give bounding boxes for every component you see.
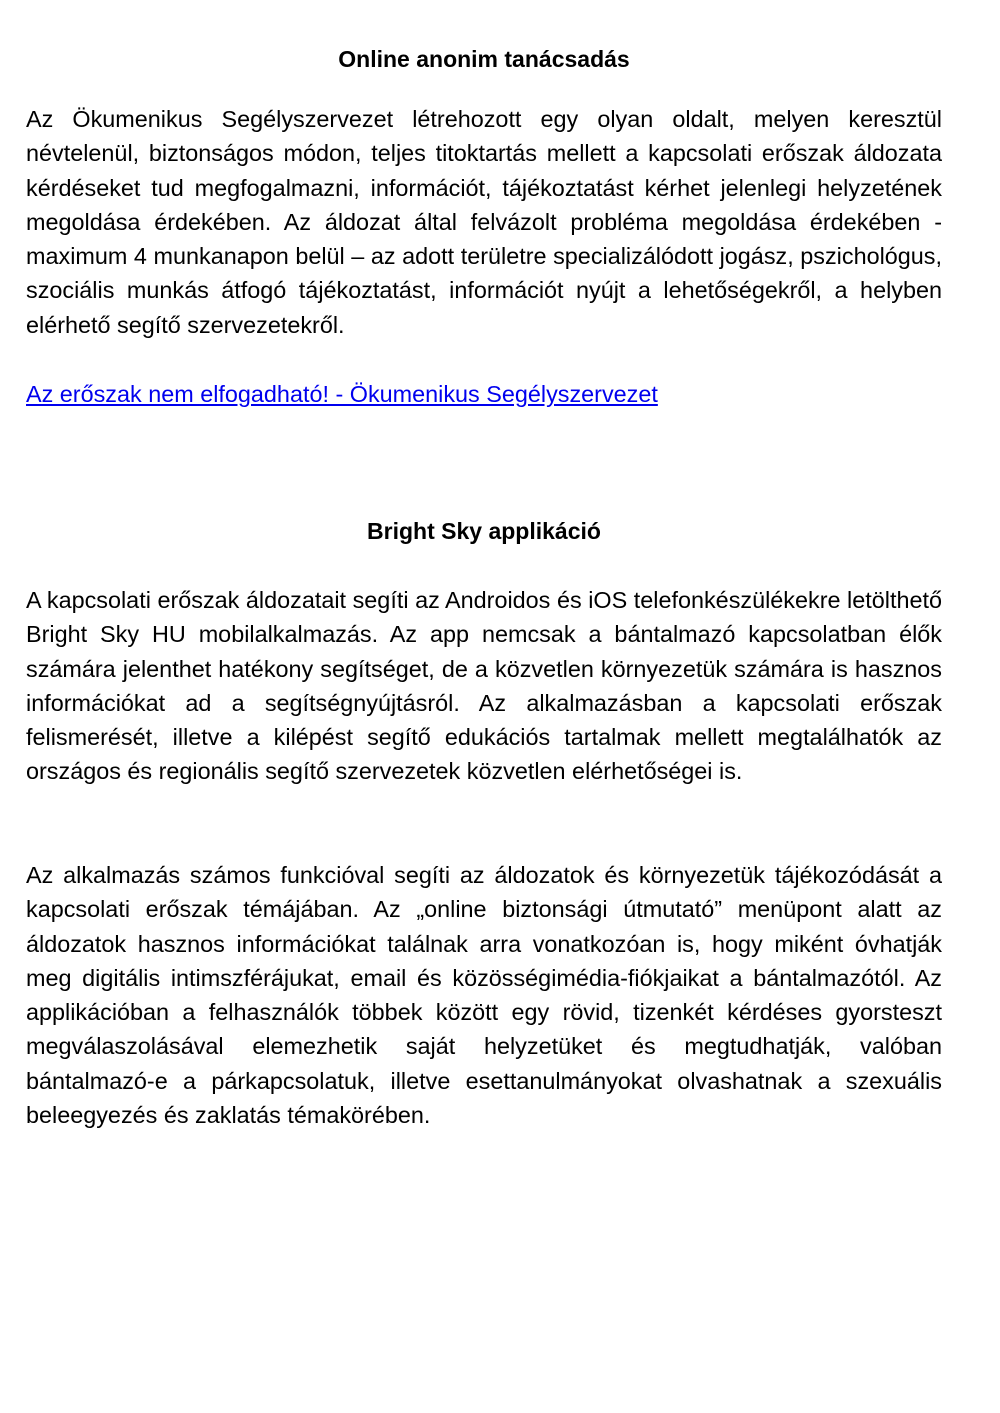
- section-heading-online-counseling: Online anonim tanácsadás: [338, 46, 630, 72]
- bright-sky-paragraph-1: A kapcsolati erőszak áldozatait segíti az Androidos és iOS telefonkészülékekre letölthető Bright Sky HU mobilalkalmazás. Az app nemcsak a bántalmazó kapcsolatban élők számára jelenthet hatékony segítséget, de a közvetlen környezetük számára is hasznos információkat ad a segítségnyújtásról. Az alkalmazásban a kapcsolati erőszak felismerését, illetve a kilépést segítő edukációs tartalmak mellett megtalálhatók az országos és regionális segítő szervezetek közvetlen elérhetőségei is.: [26, 587, 942, 785]
- bright-sky-paragraph-2: Az alkalmazás számos funkcióval segíti az áldozatok és környezetük tájékozódását a kapcsolati erőszak témájában. Az „online biztonsági útmutató” menüpont alatt az áldozatok hasznos információkat találnak arra vonatkozóan is, hogy miként óvhatják meg digitális intimszférájukat, email és közösségimédia-fiókjaikat a bántalmazótól. Az applikációban a felhasználók többek között egy rövid, tizenkét kérdéses gyorsteszt megválaszolásával elemezhetik saját helyzetüket és megtudhatják, valóban bántalmazó-e a párkapcsolatuk, illetve esettanulmányokat olvashatnak a szexuális beleegyezés és zaklatás témakörében.: [26, 862, 942, 1129]
- section-heading-bright-sky: Bright Sky applikáció: [367, 518, 601, 544]
- online-counseling-paragraph: Az Ökumenikus Segélyszervezet létrehozott egy olyan oldalt, melyen keresztül névtelenül, biztonságos módon, teljes titoktartás mellett a kapcsolati erőszak áldozata kérdéseket tud megfogalmazni, információt, tájékoztatást kérhet jelenlegi helyzetének megoldása érdekében. Az áldozat által felvázolt probléma megoldása érdekében - maximum 4 munkanapon belül – az adott területre specializálódott jogász, pszichológus, szociális munkás átfogó tájékoztatást, információt nyújt a lehetőségekről, a helyben elérhető segítő szervezetekről.: [26, 106, 942, 338]
- okumenikus-segelyszervezet-link[interactable]: Az erőszak nem elfogadható! - Ökumenikus Segélyszervezet: [26, 381, 658, 407]
- link-container: [26, 377, 942, 411]
